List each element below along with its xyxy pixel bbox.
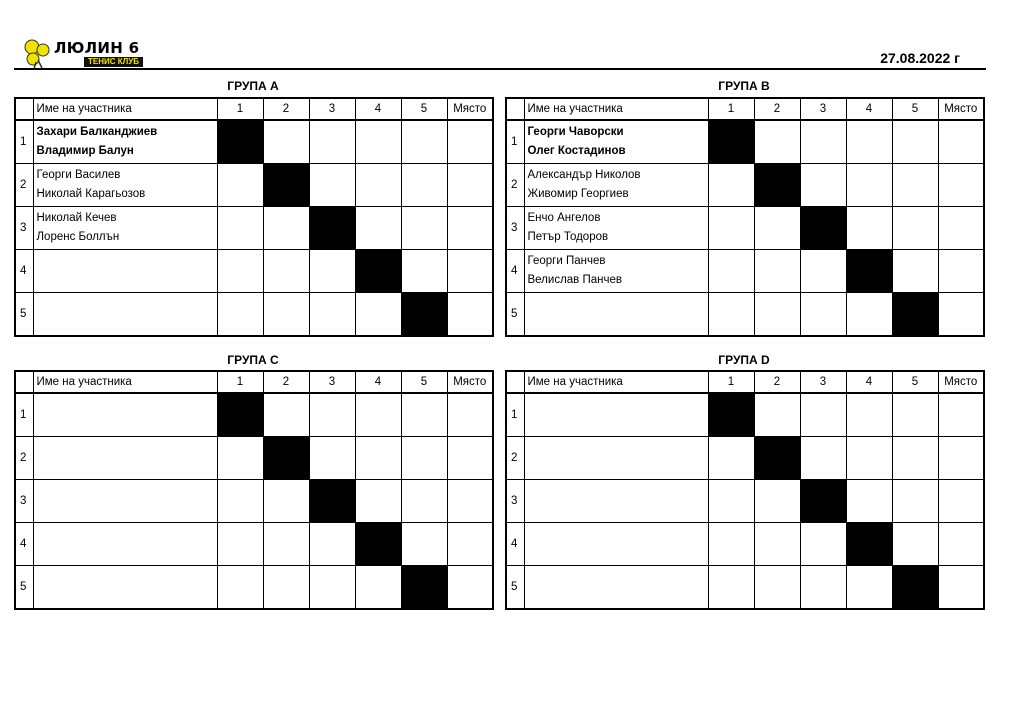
score-cell: [800, 437, 846, 480]
table-row: [15, 523, 493, 566]
score-cell: [754, 566, 800, 610]
score-cell: [892, 437, 938, 480]
blocked-cell: [800, 207, 846, 250]
blocked-cell: [846, 523, 892, 566]
score-cell: [800, 120, 846, 164]
participant-cell: [524, 164, 708, 207]
score-cell: [401, 523, 447, 566]
table-row: [15, 480, 493, 523]
score-cell: [892, 207, 938, 250]
header-divider: [14, 68, 986, 70]
row-number: 1: [15, 393, 33, 437]
row-number: 2: [506, 164, 524, 207]
score-cell: [309, 120, 355, 164]
place-cell: [447, 120, 493, 164]
participant-cell: [33, 250, 217, 293]
score-cell: [355, 437, 401, 480]
header-c2: 2: [263, 98, 309, 120]
place-cell: [938, 566, 984, 610]
header-c5: 5: [401, 98, 447, 120]
score-cell: [355, 566, 401, 610]
header-place: Място: [938, 98, 984, 120]
participant-cell: [524, 437, 708, 480]
score-cell: [217, 207, 263, 250]
table-row: [506, 437, 984, 480]
group-title: ГРУПА D: [718, 353, 770, 367]
header-c1: 1: [708, 98, 754, 120]
participant-cell: [33, 120, 217, 164]
header-c3: 3: [309, 98, 355, 120]
score-cell: [401, 250, 447, 293]
participant-cell: [524, 293, 708, 337]
table-header-row: [15, 98, 493, 120]
participant-cell: [524, 480, 708, 523]
player-name: Георги Василев: [36, 169, 121, 181]
row-number: 2: [506, 437, 524, 480]
score-cell: [217, 566, 263, 610]
header-place: Място: [447, 371, 493, 393]
score-cell: [217, 523, 263, 566]
place-cell: [938, 480, 984, 523]
header-name: Име на участника: [524, 371, 708, 393]
place-cell: [938, 164, 984, 207]
row-number: 3: [15, 480, 33, 523]
header-blank-cell: [15, 371, 33, 393]
header-c1: 1: [217, 371, 263, 393]
row-number: 1: [15, 120, 33, 164]
header-c4: 4: [355, 371, 401, 393]
score-cell: [708, 566, 754, 610]
participant-cell: [33, 566, 217, 610]
row-number: 1: [506, 120, 524, 164]
score-cell: [846, 480, 892, 523]
place-cell: [938, 293, 984, 337]
participant-cell: [524, 566, 708, 610]
header-place: Място: [938, 371, 984, 393]
participant-cell: [33, 207, 217, 250]
player-name: Енчо Ангелов: [527, 212, 601, 224]
place-cell: [447, 523, 493, 566]
score-cell: [263, 480, 309, 523]
score-cell: [846, 437, 892, 480]
header-c3: 3: [800, 98, 846, 120]
score-cell: [754, 293, 800, 337]
score-cell: [263, 566, 309, 610]
score-cell: [217, 480, 263, 523]
blocked-cell: [401, 293, 447, 337]
header-c3: 3: [800, 371, 846, 393]
participant-cell: [33, 523, 217, 566]
place-cell: [938, 523, 984, 566]
place-cell: [938, 250, 984, 293]
score-cell: [708, 437, 754, 480]
table-row: [15, 393, 493, 437]
score-cell: [401, 437, 447, 480]
score-cell: [846, 393, 892, 437]
table-row: [506, 250, 984, 293]
blocked-cell: [800, 480, 846, 523]
score-cell: [355, 120, 401, 164]
blocked-cell: [754, 437, 800, 480]
group-title: ГРУПА А: [227, 79, 279, 93]
player-name: Велислав Панчев: [527, 274, 622, 286]
score-cell: [846, 293, 892, 337]
header-blank-cell: [15, 98, 33, 120]
header-c1: 1: [708, 371, 754, 393]
score-cell: [217, 437, 263, 480]
table-row: [506, 164, 984, 207]
player-name: Лоренс Боллън: [36, 231, 120, 243]
score-cell: [355, 207, 401, 250]
blocked-cell: [754, 164, 800, 207]
participant-cell: [524, 120, 708, 164]
table-row: [15, 207, 493, 250]
score-cell: [309, 566, 355, 610]
place-cell: [447, 437, 493, 480]
score-cell: [754, 207, 800, 250]
place-cell: [938, 120, 984, 164]
table-row: [15, 250, 493, 293]
score-cell: [708, 480, 754, 523]
score-cell: [892, 480, 938, 523]
score-cell: [401, 164, 447, 207]
score-cell: [355, 293, 401, 337]
table-row: [15, 566, 493, 610]
table-row: [15, 437, 493, 480]
score-cell: [708, 207, 754, 250]
score-cell: [892, 120, 938, 164]
participant-cell: [33, 293, 217, 337]
header-c1: 1: [217, 98, 263, 120]
place-cell: [447, 566, 493, 610]
score-cell: [355, 164, 401, 207]
row-number: 2: [15, 437, 33, 480]
header-c2: 2: [263, 371, 309, 393]
score-cell: [800, 293, 846, 337]
header-name: Име на участника: [33, 98, 217, 120]
header-c4: 4: [355, 98, 401, 120]
blocked-cell: [309, 480, 355, 523]
header-c5: 5: [401, 371, 447, 393]
row-number: 4: [506, 523, 524, 566]
player-name: Николай Кечев: [36, 212, 117, 224]
blocked-cell: [263, 437, 309, 480]
score-cell: [708, 523, 754, 566]
header-place: Място: [447, 98, 493, 120]
blocked-cell: [217, 393, 263, 437]
place-cell: [938, 437, 984, 480]
score-cell: [892, 250, 938, 293]
blocked-cell: [708, 393, 754, 437]
table-row: [506, 566, 984, 610]
participant-cell: [33, 480, 217, 523]
score-cell: [800, 164, 846, 207]
player-name: Живомир Георгиев: [527, 188, 629, 200]
group-title: ГРУПА B: [718, 79, 770, 93]
row-number: 5: [15, 293, 33, 337]
score-cell: [892, 164, 938, 207]
score-cell: [263, 523, 309, 566]
header-c4: 4: [846, 371, 892, 393]
blocked-cell: [401, 566, 447, 610]
score-cell: [217, 250, 263, 293]
place-cell: [447, 480, 493, 523]
score-cell: [846, 164, 892, 207]
score-cell: [263, 250, 309, 293]
player-name: Николай Карагьозов: [36, 188, 146, 200]
header-c2: 2: [754, 98, 800, 120]
blocked-cell: [355, 523, 401, 566]
score-cell: [263, 120, 309, 164]
score-cell: [263, 207, 309, 250]
blocked-cell: [892, 566, 938, 610]
row-number: 1: [506, 393, 524, 437]
header-c5: 5: [892, 371, 938, 393]
blocked-cell: [217, 120, 263, 164]
group-table: [14, 370, 494, 610]
player-name: Георги Чаворски: [527, 126, 624, 138]
header-c4: 4: [846, 98, 892, 120]
participant-cell: [524, 250, 708, 293]
club-name: ЛЮЛИН 6: [54, 39, 140, 57]
score-cell: [309, 393, 355, 437]
score-cell: [401, 393, 447, 437]
score-cell: [355, 480, 401, 523]
score-cell: [754, 250, 800, 293]
player-name: Александър Николов: [527, 169, 641, 181]
group-table: [505, 370, 985, 610]
header-c5: 5: [892, 98, 938, 120]
score-cell: [708, 164, 754, 207]
table-row: [15, 164, 493, 207]
place-cell: [447, 250, 493, 293]
score-cell: [309, 437, 355, 480]
score-cell: [754, 480, 800, 523]
blocked-cell: [309, 207, 355, 250]
score-cell: [263, 293, 309, 337]
header-c3: 3: [309, 371, 355, 393]
score-cell: [401, 207, 447, 250]
table-header-row: [15, 371, 493, 393]
score-cell: [263, 393, 309, 437]
row-number: 4: [15, 250, 33, 293]
blocked-cell: [846, 250, 892, 293]
tennis-balls-icon: [22, 38, 54, 70]
score-cell: [800, 523, 846, 566]
row-number: 2: [15, 164, 33, 207]
score-cell: [754, 393, 800, 437]
header-c2: 2: [754, 371, 800, 393]
table-row: [506, 480, 984, 523]
score-cell: [800, 250, 846, 293]
participant-cell: [33, 393, 217, 437]
score-cell: [846, 120, 892, 164]
table-header-row: [506, 98, 984, 120]
participant-cell: [524, 523, 708, 566]
place-cell: [447, 164, 493, 207]
place-cell: [447, 207, 493, 250]
header-blank-cell: [506, 371, 524, 393]
header-blank-cell: [506, 98, 524, 120]
player-name: Захари Балканджиев: [36, 126, 158, 138]
score-cell: [892, 393, 938, 437]
row-number: 5: [15, 566, 33, 610]
group-title: ГРУПА C: [227, 353, 279, 367]
participant-cell: [524, 393, 708, 437]
place-cell: [938, 207, 984, 250]
table-row: [506, 207, 984, 250]
group-table: [505, 97, 985, 337]
player-name: Петър Тодоров: [527, 231, 609, 243]
row-number: 3: [15, 207, 33, 250]
row-number: 5: [506, 566, 524, 610]
table-header-row: [506, 371, 984, 393]
player-name: Олег Костадинов: [527, 145, 626, 157]
row-number: 4: [506, 250, 524, 293]
score-cell: [846, 566, 892, 610]
place-cell: [447, 293, 493, 337]
score-cell: [708, 293, 754, 337]
table-row: [506, 293, 984, 337]
table-row: [506, 120, 984, 164]
place-cell: [938, 393, 984, 437]
table-row: [506, 523, 984, 566]
score-cell: [309, 293, 355, 337]
table-row: [15, 120, 493, 164]
table-row: [15, 293, 493, 337]
row-number: 3: [506, 480, 524, 523]
score-cell: [754, 120, 800, 164]
event-date: 27.08.2022 г: [880, 50, 960, 66]
participant-cell: [524, 207, 708, 250]
score-cell: [217, 293, 263, 337]
score-cell: [754, 523, 800, 566]
club-subtitle: ТЕНИС КЛУБ: [84, 57, 143, 67]
score-cell: [800, 566, 846, 610]
header-name: Име на участника: [33, 371, 217, 393]
score-cell: [800, 393, 846, 437]
row-number: 3: [506, 207, 524, 250]
table-row: [506, 393, 984, 437]
participant-cell: [33, 437, 217, 480]
group-table: [14, 97, 494, 337]
score-cell: [309, 250, 355, 293]
score-cell: [846, 207, 892, 250]
score-cell: [401, 120, 447, 164]
blocked-cell: [263, 164, 309, 207]
header-name: Име на участника: [524, 98, 708, 120]
score-cell: [355, 393, 401, 437]
score-cell: [401, 480, 447, 523]
row-number: 4: [15, 523, 33, 566]
club-logo: [22, 38, 142, 70]
blocked-cell: [708, 120, 754, 164]
score-cell: [892, 523, 938, 566]
score-cell: [309, 523, 355, 566]
score-cell: [708, 250, 754, 293]
player-name: Владимир Балун: [36, 145, 134, 157]
row-number: 5: [506, 293, 524, 337]
place-cell: [447, 393, 493, 437]
score-cell: [217, 164, 263, 207]
blocked-cell: [892, 293, 938, 337]
score-cell: [309, 164, 355, 207]
player-name: Георги Панчев: [527, 255, 606, 267]
participant-cell: [33, 164, 217, 207]
blocked-cell: [355, 250, 401, 293]
